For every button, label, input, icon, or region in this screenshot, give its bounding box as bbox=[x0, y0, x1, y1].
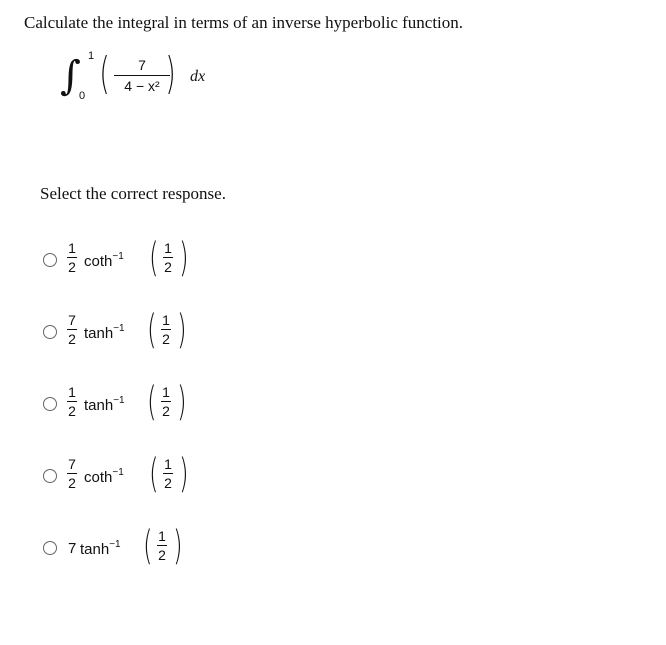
arg-numerator: 1 bbox=[164, 240, 172, 256]
question-text: Calculate the integral in terms of an inverse hyperbolic function. bbox=[24, 13, 464, 32]
inverse-superscript: −1 bbox=[112, 251, 124, 262]
option-coefficient bbox=[66, 312, 78, 347]
function-name: tanh bbox=[80, 541, 110, 558]
answer-option-4[interactable] bbox=[40, 451, 340, 506]
left-paren: ( bbox=[147, 379, 157, 425]
fraction-bar bbox=[157, 545, 167, 546]
arg-denominator: 2 bbox=[164, 475, 172, 491]
lower-limit: 0 bbox=[79, 90, 86, 102]
function-name: coth bbox=[84, 469, 113, 486]
integral-sign: ∫ bbox=[60, 53, 81, 99]
integrand-numerator: 7 bbox=[138, 57, 146, 73]
radio-button[interactable] bbox=[43, 325, 57, 339]
inverse-superscript: −1 bbox=[109, 539, 121, 550]
response-prompt: Select the correct response. bbox=[40, 184, 226, 203]
arg-numerator: 1 bbox=[162, 312, 170, 328]
coef-numerator: 7 bbox=[68, 456, 76, 472]
inverse-superscript: −1 bbox=[113, 323, 125, 334]
fraction-bar bbox=[67, 257, 77, 258]
arg-numerator: 1 bbox=[164, 456, 172, 472]
inverse-superscript: −1 bbox=[113, 395, 125, 406]
arg-numerator: 1 bbox=[162, 384, 170, 400]
option-function bbox=[84, 324, 125, 342]
radio-button[interactable] bbox=[43, 469, 57, 483]
fraction-bar bbox=[163, 257, 173, 258]
left-paren: ( bbox=[149, 235, 159, 281]
answer-option-1[interactable] bbox=[40, 235, 340, 290]
option-argument bbox=[162, 240, 174, 275]
answer-option-3[interactable] bbox=[40, 379, 340, 434]
option-coefficient: 7 bbox=[68, 540, 77, 557]
coef-denominator: 2 bbox=[68, 331, 76, 347]
differential: dx bbox=[190, 68, 206, 85]
integrand-fraction bbox=[112, 56, 172, 95]
fraction-bar bbox=[161, 401, 171, 402]
coef-numerator: 1 bbox=[68, 240, 76, 256]
option-function bbox=[84, 252, 124, 270]
left-paren: ( bbox=[143, 523, 153, 569]
right-paren: ) bbox=[165, 48, 176, 99]
function-name: tanh bbox=[84, 397, 114, 414]
radio-button[interactable] bbox=[43, 253, 57, 267]
option-function bbox=[84, 468, 124, 486]
option-argument bbox=[162, 456, 174, 491]
left-paren: ( bbox=[147, 307, 157, 353]
arg-denominator: 2 bbox=[162, 331, 170, 347]
coef-denominator: 2 bbox=[68, 259, 76, 275]
option-coefficient bbox=[66, 456, 78, 491]
fraction-bar bbox=[114, 75, 170, 76]
function-name: coth bbox=[84, 253, 113, 270]
coef-denominator: 2 bbox=[68, 475, 76, 491]
integral-expression bbox=[60, 50, 280, 106]
answer-option-2[interactable] bbox=[40, 307, 340, 362]
inverse-superscript: −1 bbox=[112, 467, 124, 478]
upper-limit: 1 bbox=[88, 50, 95, 62]
fraction-bar bbox=[67, 329, 77, 330]
arg-numerator: 1 bbox=[158, 528, 166, 544]
left-paren: ( bbox=[149, 451, 159, 497]
fraction-bar bbox=[161, 329, 171, 330]
left-paren: ( bbox=[99, 48, 110, 99]
option-coefficient bbox=[66, 384, 78, 419]
option-function bbox=[84, 396, 125, 414]
right-paren: ) bbox=[179, 451, 189, 497]
fraction-bar bbox=[163, 473, 173, 474]
coef-numerator: 7 bbox=[68, 312, 76, 328]
fraction-bar bbox=[67, 401, 77, 402]
right-paren: ) bbox=[173, 523, 183, 569]
option-function bbox=[80, 540, 121, 558]
option-coefficient bbox=[66, 240, 78, 275]
function-name: tanh bbox=[84, 325, 114, 342]
arg-denominator: 2 bbox=[158, 547, 166, 563]
option-argument bbox=[160, 384, 172, 419]
integrand-denominator: 4 − x² bbox=[124, 78, 160, 94]
arg-denominator: 2 bbox=[162, 403, 170, 419]
arg-denominator: 2 bbox=[164, 259, 172, 275]
coef-numerator: 1 bbox=[68, 384, 76, 400]
option-argument bbox=[160, 312, 172, 347]
option-argument bbox=[156, 528, 168, 563]
coef-denominator: 2 bbox=[68, 403, 76, 419]
fraction-bar bbox=[67, 473, 77, 474]
radio-button[interactable] bbox=[43, 397, 57, 411]
right-paren: ) bbox=[177, 379, 187, 425]
right-paren: ) bbox=[177, 307, 187, 353]
right-paren: ) bbox=[179, 235, 189, 281]
answer-option-5[interactable] bbox=[40, 523, 340, 578]
radio-button[interactable] bbox=[43, 541, 57, 555]
